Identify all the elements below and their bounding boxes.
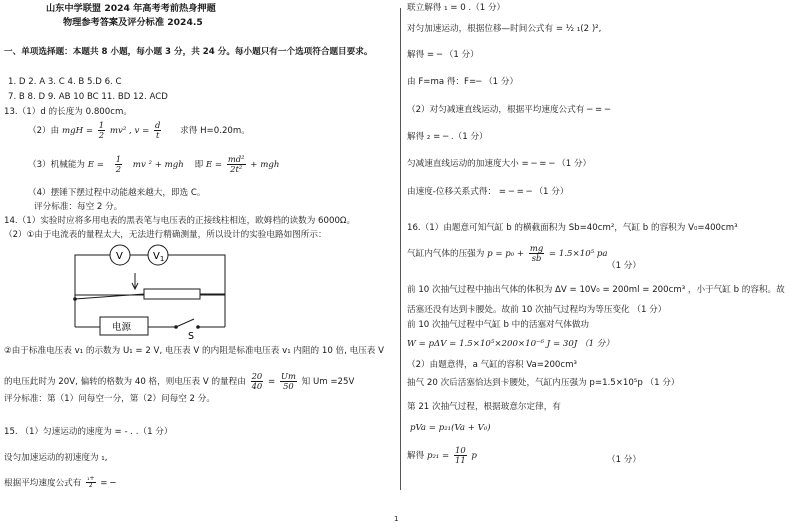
q15-part3-fraction (86, 476, 95, 490)
right-line-1: 联立解得 ₁ = 0 .（1 分） (407, 3, 506, 13)
q14-p2-fraction1 (251, 372, 264, 391)
switch-label: S (188, 331, 195, 341)
sb-denominator: sb (531, 252, 542, 263)
v1-main: V (153, 251, 160, 262)
q16-part9: 第 21 次抽气过程，根据玻意尔定律，有 (407, 402, 561, 412)
rheostat (144, 289, 200, 299)
q13-part3-fraction (227, 155, 246, 174)
mg-numerator: mg (529, 243, 544, 253)
q16-part2-score: （1 分） (607, 261, 641, 271)
fraction1-numerator: 20 (251, 371, 263, 381)
ratio-denominator: 11 (455, 454, 466, 465)
q13-part3-E: E = (87, 159, 104, 170)
q13-part1: 13.（1）d 的长度为 0.800cm。 (4, 107, 132, 117)
half-numerator: 1 (115, 154, 122, 164)
q14-part1: 14.（1）实验时应将多用电表的黑表笔与电压表的正接线柱相连，欧姆档的读数为 6000Ω。 (4, 216, 356, 226)
q14-p2-line1: ②由于标准电压表 v₁ 的示数为 U₁ = 2 V, 电压表 V 的内阻是标准电压表 v₁ 内阻的 10 倍, 电压表 V (4, 346, 384, 356)
q16-part11 (407, 446, 477, 465)
q15-part2: 设匀加速运动的初速度为 ₁, (4, 453, 108, 463)
q13-part2-half (98, 121, 105, 140)
q14-p2-line2-post: 知 Um =25V (301, 376, 355, 387)
page-number: 1 (394, 515, 399, 523)
right-line-5: （2）对匀减速直线运动，根据平均速度公式有 ─ = ─ (407, 105, 611, 115)
q16-part11-prefix: 解得 (407, 450, 425, 461)
q16-part2-prefix: 气缸内气体的压强为 (407, 248, 485, 259)
q15-fraction-denominator: 2 (88, 482, 93, 490)
q13-part2-prefix: （2）由 (28, 125, 60, 136)
section-one-heading: 一、单项选择题：本题共 8 小题，每小题 3 分，共 24 分。每小题只有一个选项符合题目要求。 (4, 47, 373, 57)
q15-part3-prefix: 根据平均速度公式有 (4, 478, 82, 489)
q14-part2: （2）①由于电流表的量程太大，无法进行精确测量，所以设计的实验电路如图所示： (4, 230, 327, 240)
q16-part10: pVa = p₂₁(Va + V₀) (410, 423, 491, 433)
q14-score: 评分标准：第（1）问每空一分，第（2）问每空 2 分。 (4, 394, 215, 404)
q16-part3: 前 10 次抽气过程中抽出气体的体积为 ΔV = 10V₀ = 200ml = 200cm³ ，小于气缸 b 的容积。故 (407, 285, 785, 295)
q13-part2 (28, 121, 250, 140)
right-line-3: 解得 = ─ （1 分） (407, 50, 479, 60)
q15-part1: 15. （1）匀速运动的速度为 = - . .（1 分） (4, 427, 173, 437)
q13-part3-mid: 即 (194, 159, 204, 170)
q13-part3-prefix: （3）机械能为 (28, 159, 86, 170)
q16-part11-eq: p₂₁ = (426, 450, 450, 461)
answers-row-1: 1. D 2. A 3. C 4. B 5.D 6. C (8, 77, 122, 87)
q15-part3 (4, 476, 115, 490)
q16-part4: 活塞还没有达到卡腰处。故前 10 次抽气过程均为等压变化 （1 分） (407, 305, 667, 315)
fraction1-denominator: 40 (251, 380, 263, 391)
q13-part3-tail: + mgh (250, 159, 280, 170)
v-denominator: t (156, 129, 160, 140)
q16-part11-score: （1 分） (607, 455, 641, 465)
header-line1: 山东中学联盟 2024 年高考考前热身押题 (46, 3, 216, 14)
q16-part5: 前 10 次抽气过程中气缸 b 中的活塞对气体做功 (407, 320, 590, 330)
column-divider (400, 8, 401, 490)
q14-p2-fraction2 (280, 372, 297, 391)
q13-part3-E2: E = (205, 159, 223, 170)
q14-p2-line2-prefix: 的电压此时为 20V, 偏转的格数为 40 格，则电压表 V 的量程由 (4, 376, 246, 387)
q16-part7: （2）由题意得，a 气缸的容积 Va=200cm³ (407, 360, 577, 370)
q13-part2-mv: mv² , v = (109, 125, 150, 136)
fraction2-numerator: Um (280, 371, 296, 381)
power-source-label: 电源 (112, 322, 132, 333)
q16-part2 (407, 244, 607, 263)
t-denominator: 2t² (230, 163, 243, 174)
junction-dot (73, 297, 77, 301)
circuit-diagram (70, 243, 230, 341)
q13-part3-rest: mv ² + mgh (132, 159, 184, 170)
header-line2: 物理参考答案及评分标准 2024.5 (63, 17, 203, 28)
right-line-8: 由速度-位移关系式得： = ─ = ─ （1 分） (407, 187, 569, 197)
q14-p2-equals: = (267, 376, 276, 387)
right-line-6: 解得 ₂ = ─ .（1 分） (407, 132, 488, 142)
q16-part2-eq: p = p₀ + (487, 248, 525, 259)
q13-part3 (28, 155, 279, 174)
q16-part6: W = pΔV = 1.5×10⁵×200×10⁻⁶ J = 30J （1 分） (407, 339, 614, 349)
q13-score: 评分标准：每空 2 分。 (34, 202, 123, 212)
right-line-7: 匀减速直线运动的加速度大小 = ─ = ─ （1 分） (407, 159, 592, 169)
half-numerator: 1 (98, 120, 105, 130)
q13-part2-v-fraction (154, 121, 161, 140)
q13-part3-half (115, 155, 122, 174)
q13-part2-post: 求得 H=0.20m。 (180, 125, 250, 136)
q14-p2-line2 (4, 372, 354, 391)
q15-part3-post: = ─ (100, 478, 116, 489)
q16-part2-fraction (529, 244, 544, 263)
q16-part2-post: = 1.5×10⁵ pa (548, 248, 608, 259)
q15-fraction-numerator: ₁+ (87, 475, 95, 482)
q13-part4: （4）摆锤下摆过程中动能越来越大，即选 C。 (28, 188, 206, 198)
answers-row-2: 7. B 8. D 9. AB 10 BC 11. BD 12. ACD (8, 92, 168, 102)
md-numerator: md² (227, 154, 245, 164)
q16-part11-post: p (471, 450, 477, 461)
voltmeter-v-label: V (116, 251, 123, 262)
right-line-4: 由 F=ma 得：F=─ （1 分） (407, 77, 519, 87)
switch-blade (176, 319, 194, 327)
fraction2-denominator: 50 (283, 380, 294, 391)
v1-sub: 1 (159, 255, 165, 263)
q16-part11-fraction (454, 446, 467, 465)
q16-part8: 抽气 20 次后活塞恰达到卡腰处，气缸内压强为 p=1.5×10⁵p （1 分） (407, 378, 680, 388)
switch-contact (196, 325, 200, 329)
v-numerator: d (155, 120, 161, 130)
half-denominator: 2 (115, 163, 122, 174)
ratio-numerator: 10 (455, 445, 466, 455)
half-denominator: 2 (98, 129, 105, 140)
q16-part1: 16.（1）由题意可知气缸 b 的横截面积为 Sb=40cm²，气缸 b 的容积为 V₀=400cm³ (407, 223, 738, 233)
switch-pivot (174, 325, 178, 329)
right-line-2: 对匀加速运动，根据位移—时间公式有 = ½ ₁(2 )², (407, 24, 602, 34)
q13-part2-eq: mgH = (61, 125, 94, 136)
